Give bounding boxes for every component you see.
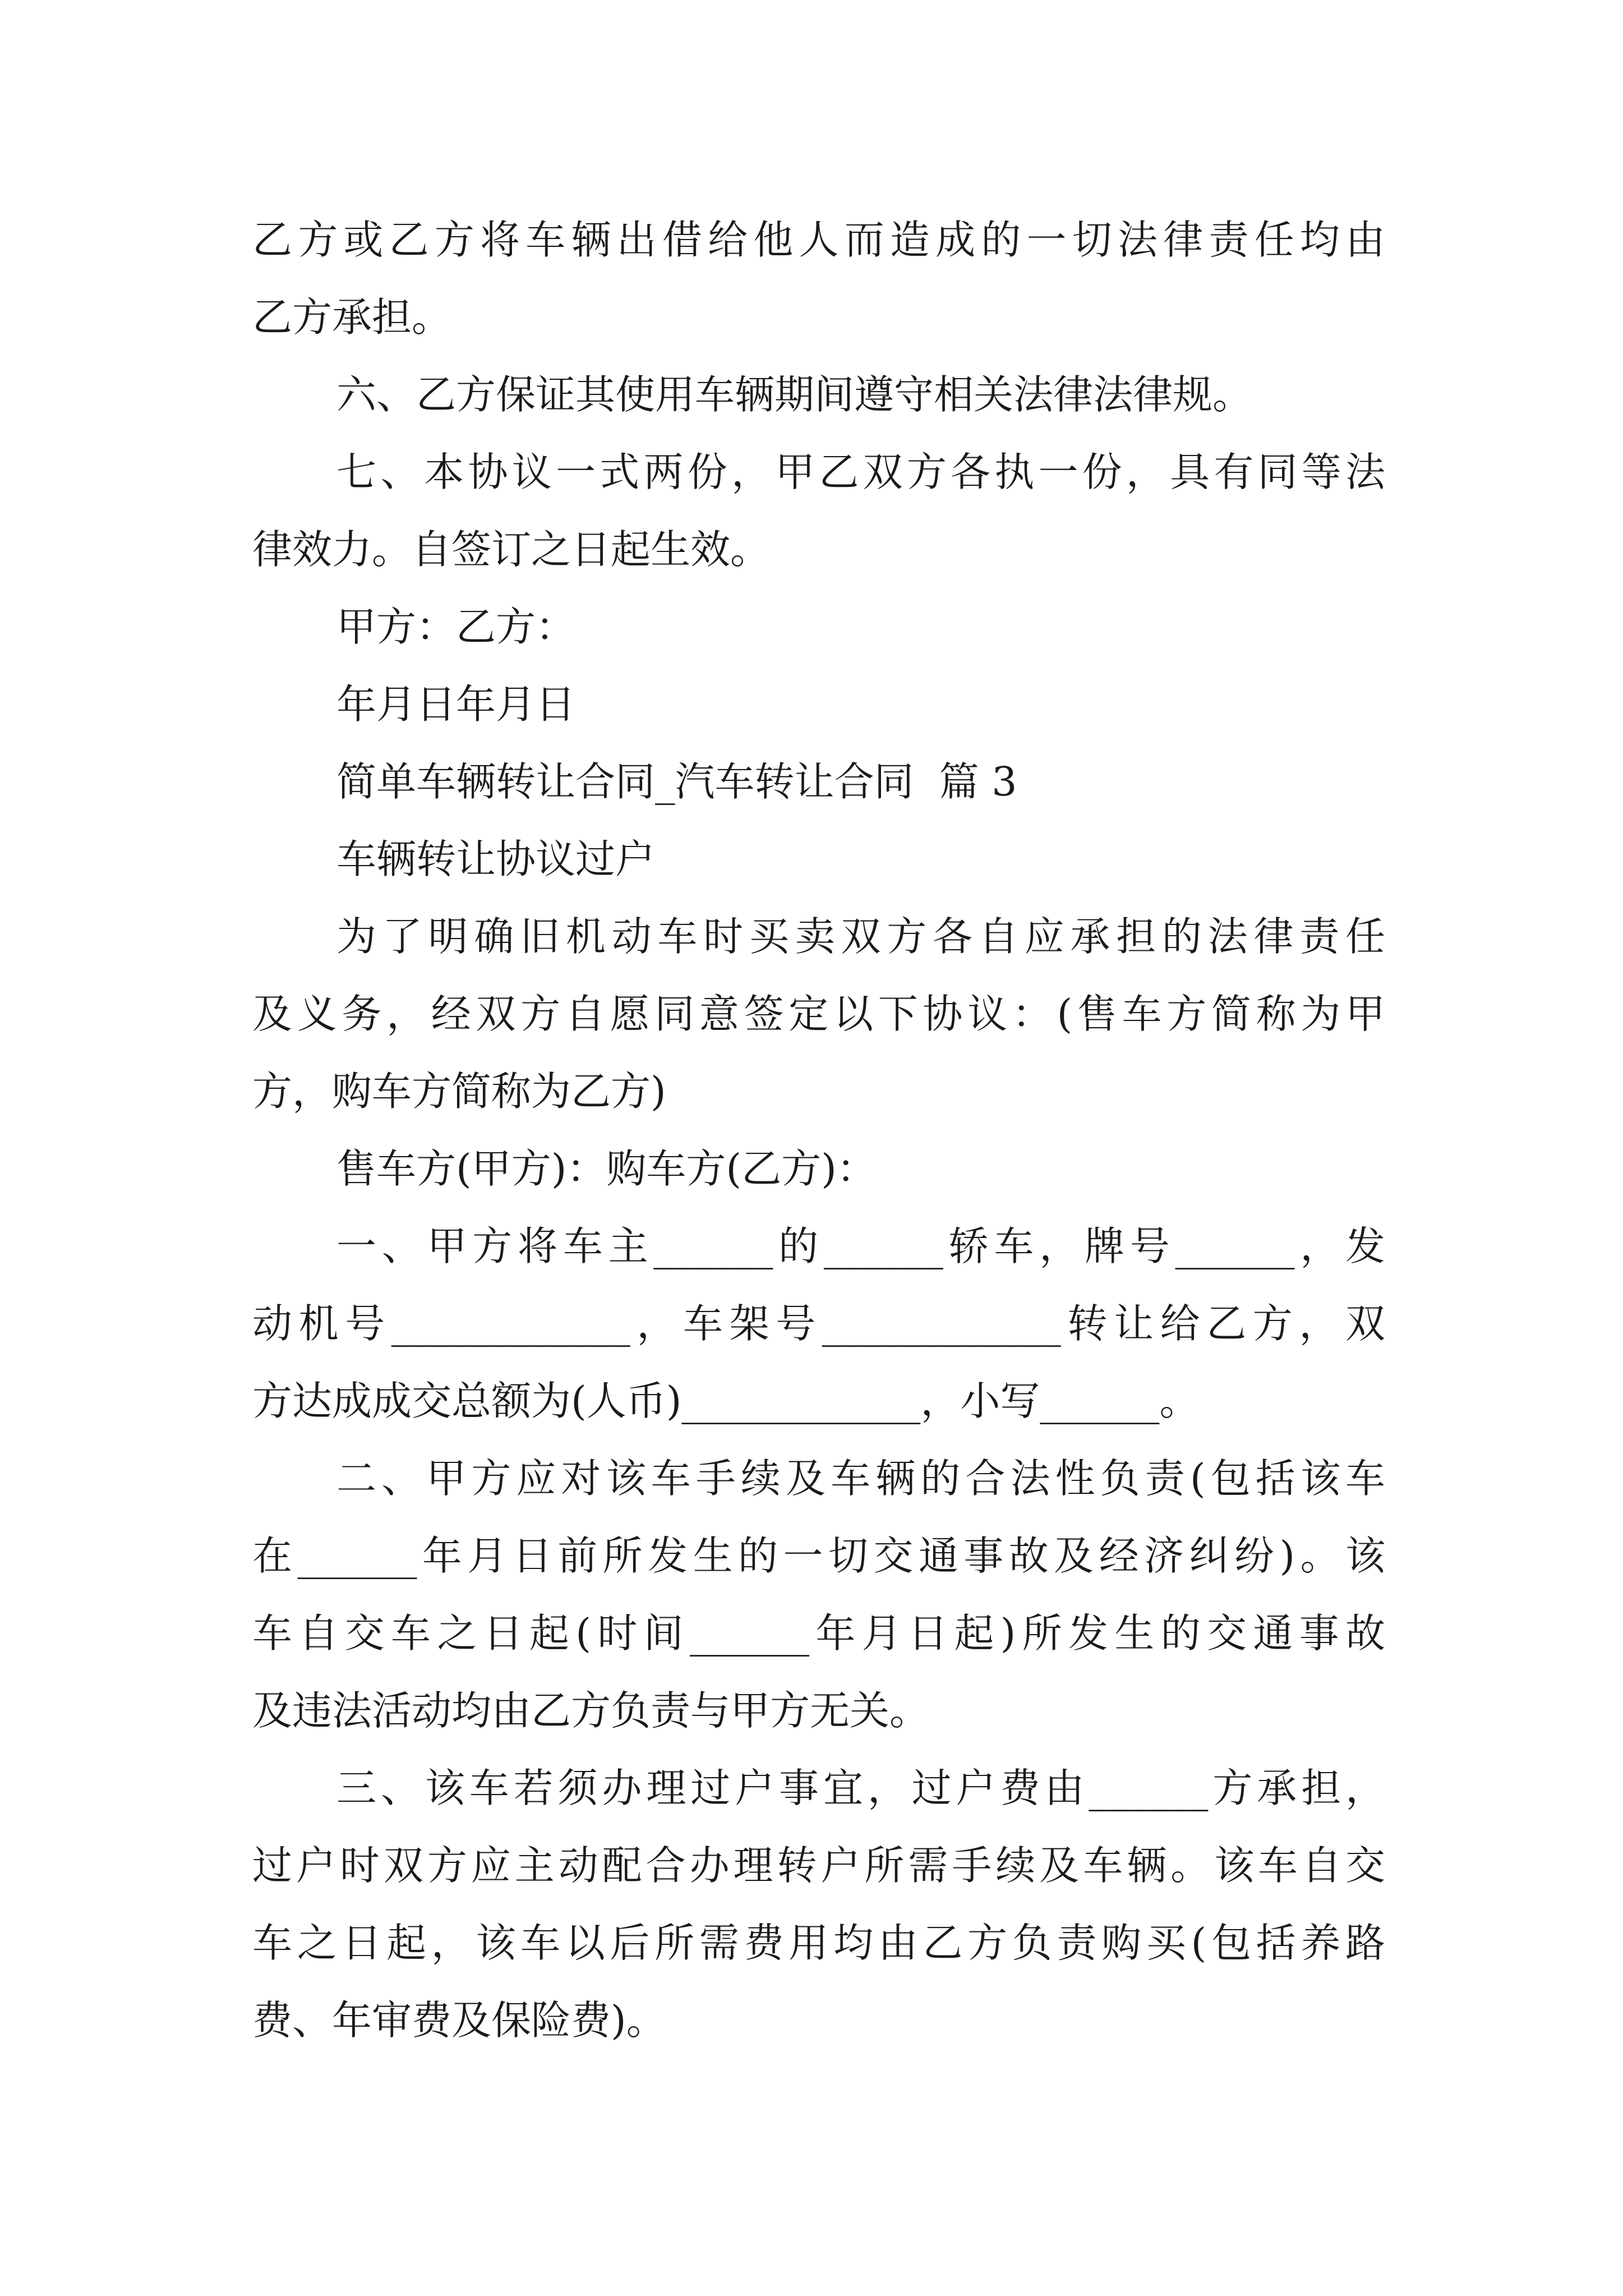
text-line-24: 费、年审费及保险费)。: [252, 1997, 666, 2044]
text-line-21: 三、该车若须办理过户事宜，过户费由______方承担，: [336, 1765, 1385, 1811]
text-line-4: 七、本协议一式两份，甲乙双方各执一份，具有同等法: [336, 449, 1385, 495]
text-line-18: 在______年月日前所发生的一切交通事故及经济纠纷)。该: [252, 1533, 1385, 1579]
text-line-3: 六、乙方保证其使用车辆期间遵守相关法律法律规。: [336, 371, 1253, 418]
text-line-6: 甲方：乙方：: [336, 604, 576, 650]
text-line-10: 为了明确旧机动车时买卖双方各自应承担的法律责任: [336, 913, 1385, 960]
text-line-7: 年月日年月日: [336, 681, 576, 728]
text-line-20: 及违法活动均由乙方负责与甲方无关。: [252, 1687, 930, 1734]
text-line-16: 方达成成交总额为(人币)____________，小写______。: [252, 1378, 1200, 1424]
text-line-1: 乙方或乙方将车辆出借给他人而造成的一切法律责任均由: [252, 217, 1385, 263]
text-line-22: 过户时双方应主动配合办理转户所需手续及车辆。该车自交: [252, 1842, 1385, 1889]
text-line-14: 一、甲方将车主______的______轿车，牌号______，发: [336, 1223, 1385, 1269]
agreement-title: 车辆转让协议过户: [336, 836, 656, 882]
text-line-17: 二、甲方应对该车手续及车辆的合法性负责(包括该车: [336, 1455, 1385, 1502]
section-heading: 简单车辆转让合同_汽车转让合同 篇 3: [336, 758, 1017, 805]
text-line-2: 乙方承担。: [252, 294, 452, 341]
text-line-15: 动机号____________，车架号____________转让给乙方，双: [252, 1300, 1385, 1347]
text-line-23: 车之日起，该车以后所需费用均由乙方负责购买(包括养路: [252, 1920, 1385, 1966]
text-line-13: 售车方(甲方)：购车方(乙方)：: [336, 1145, 877, 1192]
text-line-5: 律效力。自签订之日起生效。: [252, 526, 771, 573]
text-line-11: 及义务，经双方自愿同意签定以下协议：(售车方简称为甲: [252, 991, 1385, 1037]
text-line-12: 方，购车方简称为乙方): [252, 1068, 666, 1115]
text-line-19: 车自交车之日起(时间______年月日起)所发生的交通事故: [252, 1610, 1385, 1657]
